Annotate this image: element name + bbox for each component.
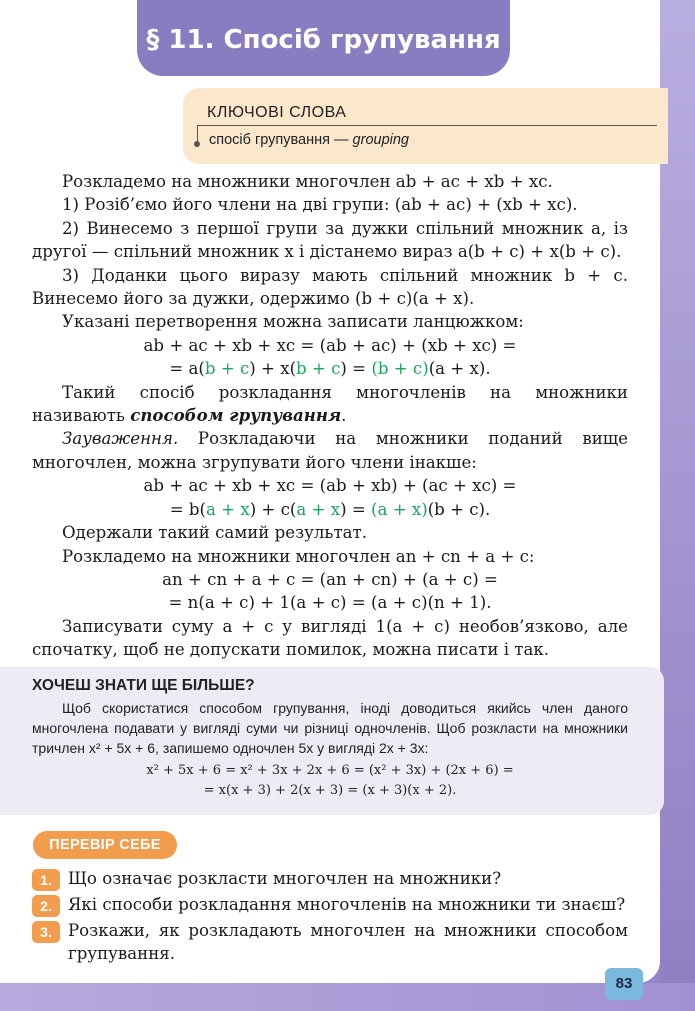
question-number: 2. [32, 895, 60, 917]
eq-highlight: a + x [296, 499, 341, 519]
section-title-text: § 11. Спосіб групування [146, 25, 501, 55]
question-text: Розкажи, як розкладають многочлен на множники способом групування. [68, 921, 628, 963]
bottom-margin-strip [0, 983, 695, 1011]
p6-text: Такий спосіб розкладання многочленів на множники називають [32, 382, 628, 426]
learn-more-box [0, 667, 664, 815]
question-text: Які способи розкладання многочленів на множники ти знаєш? [68, 895, 626, 914]
question-1 [32, 868, 628, 891]
keyword-item [209, 132, 409, 148]
eq-highlight: a + x [205, 499, 250, 519]
keywords-heading: КЛЮЧОВІ СЛОВА [207, 104, 347, 121]
learn-more-equation-line-1: x² + 5x + 6 = x² + 3x + 2x + 6 = (x² + 3x) + (2x + 6) = [146, 763, 514, 778]
question-2 [32, 894, 628, 917]
eq-part: (b + c). [427, 499, 491, 519]
keywords-divider [197, 125, 657, 126]
eq-part: = a( [169, 359, 205, 379]
keywords-box [183, 88, 668, 164]
question-3 [32, 920, 628, 965]
equation-3-line-1: an + cn + a + c = (an + cn) + (a + c) = [162, 569, 498, 589]
paragraph-7 [32, 427, 628, 474]
equation-3-line-2: = n(a + c) + 1(a + c) = (a + c)(n + 1). [168, 593, 492, 613]
remark-text: Розкладаючи на множники поданий вище многочлен, можна згрупувати його члени інакше: [32, 429, 628, 472]
equation-1-line-1: ab + ac + xb + xc = (ab + ac) + (xb + xc) = [143, 335, 517, 355]
remark-label: Зауваження. [62, 429, 179, 449]
p6-end: . [341, 406, 347, 426]
keyword-ua: спосіб групування — [209, 132, 353, 148]
question-text: Що означає розкласти многочлен на множники? [68, 869, 502, 888]
keywords-bullet [194, 141, 200, 147]
question-number: 1. [32, 869, 60, 891]
paragraph-8: Одержали такий самий результат. [62, 523, 367, 543]
paragraph-2: 1) Розіб’ємо його члени на дві групи: (ab + ac) + (xb + xc). [62, 195, 578, 215]
paragraph-10: Записувати суму a + c у вигляді 1(a + c) необов’язково, але спочатку, щоб не допускати помилок, можна писати і так. [32, 616, 628, 660]
question-number: 3. [32, 921, 60, 943]
eq-highlight: b + c [296, 359, 341, 379]
eq-part: (a + x). [428, 359, 491, 379]
eq-part: ) + c( [249, 499, 297, 519]
term-grouping: способом групування [130, 405, 342, 426]
main-text [32, 170, 628, 662]
paragraph-1: Розкладемо на множники многочлен ab + ac + xb + xc. [62, 172, 553, 191]
eq-part: ) = [340, 499, 372, 519]
keyword-en: grouping [352, 132, 409, 148]
paragraph-9: Розкладемо на множники многочлен an + cn + a + c: [62, 546, 535, 566]
learn-more-equation-line-2: = x(x + 3) + 2(x + 3) = (x + 3)(x + 2). [203, 783, 457, 798]
equation-1-line-2 [32, 357, 628, 380]
eq-part: ) = [340, 359, 372, 379]
paragraph-5: Указані перетворення можна записати ланцюжком: [62, 312, 524, 332]
eq-part: ) + x( [249, 359, 297, 379]
eq-highlight: (b + c) [371, 359, 429, 379]
paragraph-3: 2) Винесемо з першої групи за дужки спільний множник a, із другої — спільний множник x і дістанемо вираз a(b + c) + x(b + c). [32, 218, 628, 262]
paragraph-4: 3) Доданки цього виразу мають спільний множник b + c. Винесемо його за дужки, одержимо (b + c)(a + x). [32, 265, 628, 309]
page-number: 83 [605, 968, 643, 1000]
learn-more-heading: ХОЧЕШ ЗНАТИ ЩЕ БІЛЬШЕ? [32, 677, 255, 694]
learn-more-text: Щоб скористатися способом групування, іноді доводиться якийсь член даного многочлена подавати у вигляді суми чи різниці одночленів. Щоб розкласти на множники тричлен x² + 5x + 6, запишемо одночлен 5x у вигляді 2x + 3x: [32, 700, 628, 756]
section-title [137, 0, 510, 76]
paragraph-6 [32, 381, 628, 428]
equation-2-line-1: ab + ac + xb + xc = (ab + xb) + (ac + xc) = [143, 476, 517, 496]
equation-2-line-2 [32, 498, 628, 521]
eq-part: = b( [169, 499, 206, 519]
eq-highlight: b + c [204, 359, 250, 379]
self-check-heading: ПЕРЕВІР СЕБЕ [33, 831, 177, 859]
eq-highlight: (a + x) [371, 499, 428, 519]
